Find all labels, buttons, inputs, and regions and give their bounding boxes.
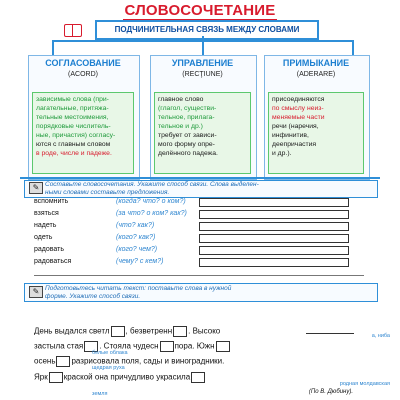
column-panel-1 xyxy=(32,92,134,174)
panel-line: меняемые части xyxy=(272,114,325,121)
task1-row-4 xyxy=(34,234,364,244)
text-line-4 xyxy=(34,372,206,383)
task-word: радовать xyxy=(34,246,64,253)
panel-line: и др.). xyxy=(272,150,292,157)
task-hint: (что? как?) xyxy=(116,222,155,229)
panel-line: мого форму опре- xyxy=(158,141,215,148)
task-hint: (кого? как?) xyxy=(116,234,156,241)
panel-line: главное слово xyxy=(158,96,204,103)
task-hint: (чему? с кем?) xyxy=(116,258,164,265)
text-line-2 xyxy=(34,341,231,352)
blank-box[interactable] xyxy=(111,326,125,337)
connector-right xyxy=(352,40,354,55)
text-part: . Стояла чудесн xyxy=(99,341,159,351)
task-word: радоваться xyxy=(34,258,72,265)
task1-row-6 xyxy=(34,258,364,268)
column-panel-2 xyxy=(154,92,251,174)
note-e: родная молдавская xyxy=(339,381,390,387)
text-part: . Высоко xyxy=(188,326,221,336)
answer-field[interactable] xyxy=(199,210,349,219)
note-c: щедрая руха xyxy=(92,365,125,371)
panel-line: тельное и др.) xyxy=(158,123,203,130)
blank-box[interactable] xyxy=(56,356,70,367)
text-part: разрисовала поля, сады и виноградники. xyxy=(71,356,225,366)
blank-box[interactable] xyxy=(49,372,63,383)
panel-line: ются с главным словом xyxy=(36,141,111,148)
pencil-icon: ✎ xyxy=(29,286,43,298)
panel-line: присоединяются xyxy=(272,96,325,103)
task1-instruction: Составьте словосочетания. Укажите способ связи. Слова выделен- ными словами составьте предложения. xyxy=(45,181,259,196)
blank-box[interactable] xyxy=(173,326,187,337)
text-part: краской она причудливо украсила xyxy=(63,372,191,382)
task1-row-5 xyxy=(34,246,364,256)
panel-line: по смыслу неиз- xyxy=(272,105,324,112)
column-title-2: УПРАВЛЕНИЕ xyxy=(171,58,234,68)
page-title: СЛОВОСОЧЕТАНИЕ xyxy=(124,2,276,19)
panel-line: (глагол, существи- xyxy=(158,105,217,112)
book-icon xyxy=(64,24,82,37)
panel-line: лагательные, притяжа- xyxy=(36,105,109,112)
text-part: застыла стая xyxy=(34,341,84,351)
text-part: Ярк xyxy=(34,372,48,382)
main-box: ПОДЧИНИТЕЛЬНАЯ СВЯЗЬ МЕЖДУ СЛОВАМИ xyxy=(95,20,319,40)
column-title-3: ПРИМЫКАНИЕ xyxy=(282,58,350,68)
task1-row-3 xyxy=(34,222,364,232)
blank-line xyxy=(306,333,354,334)
panel-line: порядковые числитель- xyxy=(36,123,111,130)
panel-line: деепричастия xyxy=(272,141,317,148)
panel-line: ные, причастия) согласу- xyxy=(36,132,116,139)
answer-field[interactable] xyxy=(199,258,349,267)
panel-line: инфинитив, xyxy=(272,132,309,139)
answer-field[interactable] xyxy=(199,222,349,231)
signature: (По В. Дюбину). xyxy=(308,389,353,395)
text-part: День выдался светл xyxy=(34,326,110,336)
column-subtitle-1: (ACORD) xyxy=(68,71,98,78)
task-word: взяться xyxy=(34,210,59,217)
text-line-3 xyxy=(34,356,224,367)
panel-line: делённого падежа. xyxy=(158,150,218,157)
panel-line: в роде, числе и падеже. xyxy=(36,150,112,157)
task-word: вспомнить xyxy=(34,198,69,205)
panel-line: тельные местоимения, xyxy=(36,114,109,121)
pencil-icon: ✎ xyxy=(29,182,43,194)
connector-left xyxy=(52,40,54,55)
separator-line xyxy=(34,275,364,276)
answer-field[interactable] xyxy=(199,234,349,243)
task-hint: (за что? о ком? как?) xyxy=(116,210,187,217)
task-word: надеть xyxy=(34,222,57,229)
note-d: земля xyxy=(92,391,108,397)
column-title-1: СОГЛАСОВАНИЕ xyxy=(45,58,121,68)
answer-field[interactable] xyxy=(199,246,349,255)
panel-line: зависимые слова (при- xyxy=(36,96,109,103)
column-subtitle-3: (ADERARE) xyxy=(296,71,336,78)
note-a: а, ниба xyxy=(371,333,390,339)
section-divider xyxy=(20,177,380,179)
task1-row-2 xyxy=(34,210,364,220)
column-panel-3 xyxy=(268,92,364,174)
blank-box[interactable] xyxy=(216,341,230,352)
note-b: белые облака xyxy=(92,350,128,356)
task-hint: (когда? что? о ком?) xyxy=(116,198,186,205)
blank-box[interactable] xyxy=(160,341,174,352)
column-subtitle-2: (RECŢIUNE) xyxy=(182,71,223,78)
panel-line: требует от зависи- xyxy=(158,132,217,139)
text-part: осень xyxy=(34,356,56,366)
connector-middle xyxy=(202,36,204,55)
panel-line: речи (наречия, xyxy=(272,123,319,130)
task1-row-1 xyxy=(34,198,364,208)
blank-box[interactable] xyxy=(191,372,205,383)
task-hint: (кого? чем?) xyxy=(116,246,158,253)
task-word: одеть xyxy=(34,234,53,241)
text-part: , безветренн xyxy=(125,326,173,336)
panel-line: тельное, прилага- xyxy=(158,114,215,121)
text-line-1 xyxy=(34,326,220,337)
task2-instruction: Подготовьтесь читать текст: поставьте слова в нужной форме. Укажите способ связи. xyxy=(45,285,232,300)
answer-field[interactable] xyxy=(199,198,349,207)
text-part: пора. Южн xyxy=(174,341,215,351)
